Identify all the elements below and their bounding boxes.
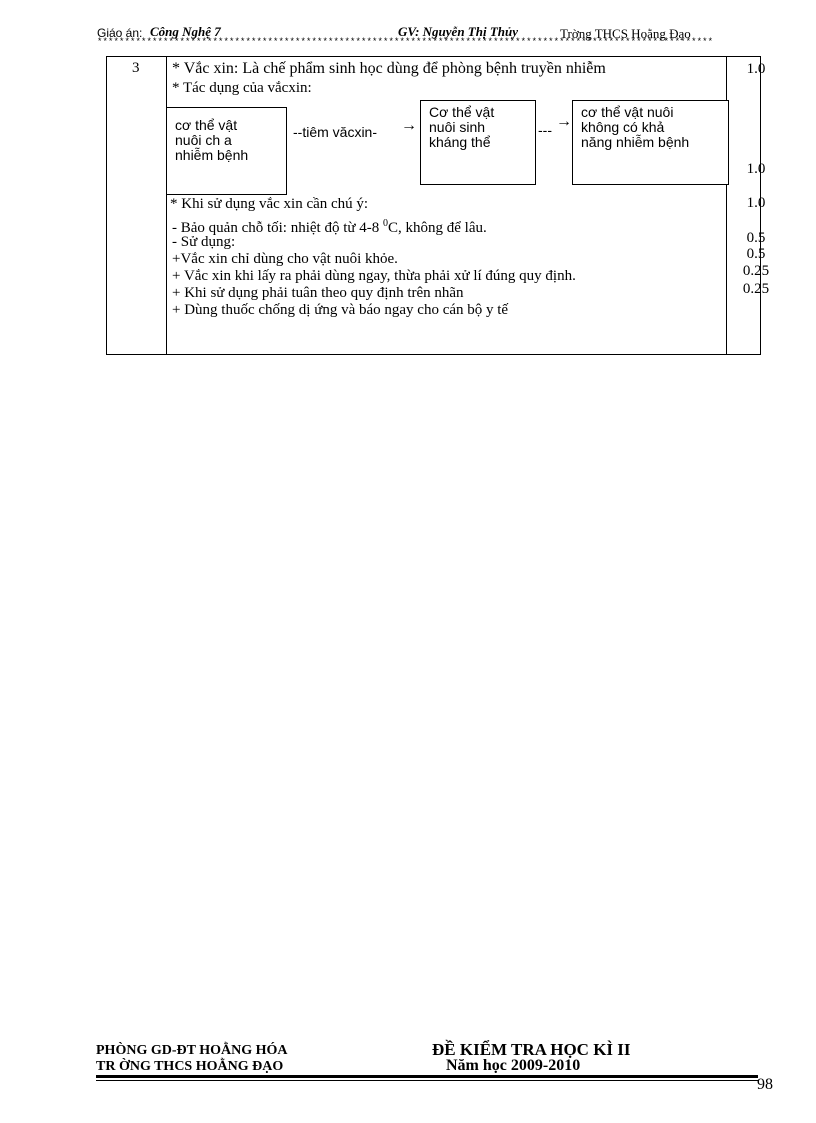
storage-note-suffix: C, không để lâu.: [388, 220, 487, 236]
header-subject: Công Nghệ 7: [150, 24, 221, 39]
header-school: Trờng THCS Hoằng Đạo: [560, 26, 691, 41]
score: 0.25: [742, 281, 770, 297]
score: 1.0: [746, 61, 766, 77]
flow-connector-injection: --tiêm văcxin-: [293, 124, 378, 140]
flow-box-antibodies: Cơ thể vật nuôi sinh kháng thể: [420, 100, 536, 185]
usage-item: + Khi sử dụng phải tuân theo quy định trên nhãn: [172, 285, 464, 301]
header-teacher: GV: Nguyễn Thị Thủy: [398, 24, 519, 39]
usage-heading: - Sử dụng:: [172, 234, 236, 250]
vaccine-definition: * Vắc xin: Là chế phẩm sinh học dùng để phòng bệnh truyền nhiễm: [172, 60, 606, 77]
page-number: 98: [757, 1076, 773, 1093]
footer-rule-thick: [96, 1075, 758, 1078]
table-border-left: [106, 56, 107, 355]
score: 0.5: [746, 230, 766, 246]
footer-exam-title: ĐỀ KIỂM TRA HỌC KÌ II: [432, 1040, 631, 1059]
score: 0.25: [742, 263, 770, 279]
header-subject-prefix: Giáo án:: [97, 26, 143, 40]
vaccine-effect-heading: * Tác dụng của vắcxin:: [172, 80, 312, 96]
score: 0.5: [746, 246, 766, 262]
usage-item: + Dùng thuốc chống dị ứng và báo ngay cho cán bộ y tế: [172, 302, 509, 318]
flow-box-unvaccinated: cơ thể vật nuôi ch a nhiễm bệnh: [166, 107, 287, 195]
usage-item: + Vắc xin khi lấy ra phải dùng ngay, thừa phải xử lí đúng quy định.: [172, 268, 576, 284]
notes-heading: * Khi sử dụng vắc xin cần chú ý:: [170, 196, 369, 212]
question-number: 3: [132, 60, 140, 76]
footer-school: TR ỜNG THCS HOẰNG ĐẠO: [96, 1059, 284, 1074]
score: 1.0: [746, 161, 766, 177]
footer-rule-thin: [96, 1080, 758, 1081]
storage-note-prefix: - Bảo quản chỗ tối: nhiệt độ từ 4-8: [172, 220, 384, 236]
flow-box-immune: cơ thể vật nuôi không có khả năng nhiễm bệnh: [572, 100, 729, 185]
table-border-top: [106, 56, 761, 57]
table-divider-1: [166, 56, 167, 355]
storage-degree: 0: [383, 218, 389, 229]
usage-item: +Vắc xin chỉ dùng cho vật nuôi khỏe.: [172, 251, 398, 267]
header-separator: ****************************************************************************************************************: [97, 37, 714, 47]
arrow-right-icon: →: [556, 113, 572, 130]
arrow-right-icon: →: [401, 117, 417, 134]
score: 1.0: [746, 195, 766, 211]
footer-school-year: Năm học 2009-2010: [446, 1057, 581, 1074]
footer-department: PHÒNG GD-ĐT HOẰNG HÓA: [96, 1043, 288, 1058]
storage-note: [172, 216, 487, 236]
table-border-bottom: [106, 354, 761, 355]
flow-connector-2: ---: [538, 122, 552, 138]
